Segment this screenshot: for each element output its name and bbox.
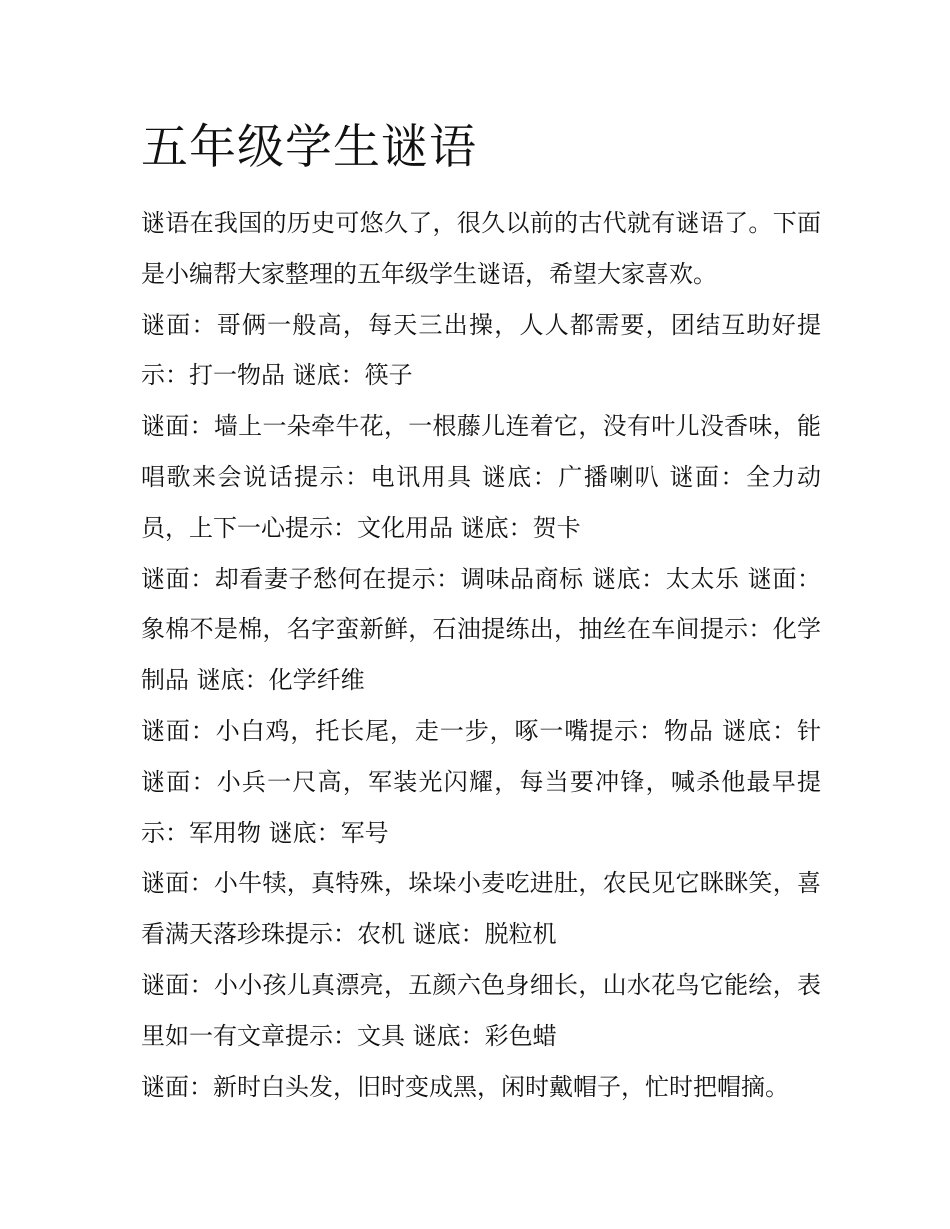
riddle-paragraph: 谜面：墙上一朵牵牛花，一根藤儿连着它，没有叶儿没香味，能唱歌来会说话提示：电讯用具 谜底：广播喇叭 谜面：全力动员，上下一心提示：文化用品 谜底：贺卡 xyxy=(141,412,821,542)
riddle-paragraph: 谜面：小白鸡，托长尾，走一步，啄一嘴提示：物品 谜底：针 谜面：小兵一尺高，军装光闪耀，每当要冲锋，喊杀他最早提示：军用物 谜底：军号 xyxy=(141,716,821,847)
document-content xyxy=(141,112,821,1112)
riddle-paragraph: 谜面：小牛犊，真特殊，垛垛小麦吃进肚，农民见它眯眯笑，喜看满天落珍珠提示：农机 谜底：脱粒机 xyxy=(141,869,821,949)
riddle-paragraph: 谜面：却看妻子愁何在提示：调味品商标 谜底：太太乐 谜面：象棉不是棉，名字蛮新鲜，石油提练出，抽丝在车间提示：化学制品 谜底：化学纤维 xyxy=(141,564,821,695)
document-title: 五年级学生谜语 xyxy=(141,120,477,175)
intro-paragraph: 谜语在我国的历史可悠久了，很久以前的古代就有谜语了。下面是小编帮大家整理的五年级学生谜语，希望大家喜欢。 xyxy=(141,209,821,288)
document-body xyxy=(141,198,821,1112)
riddle-paragraph: 谜面：哥俩一般高，每天三出操，人人都需要，团结互助好提示：打一物品 谜底：筷子 xyxy=(141,310,821,390)
riddle-paragraph: 谜面：小小孩儿真漂亮，五颜六色身细长，山水花鸟它能绘，表里如一有文章提示：文具 谜底：彩色蜡 xyxy=(141,970,821,1050)
riddle-paragraph: 谜面：新时白头发，旧时变成黑，闲时戴帽子，忙时把帽摘。 xyxy=(141,1072,789,1101)
